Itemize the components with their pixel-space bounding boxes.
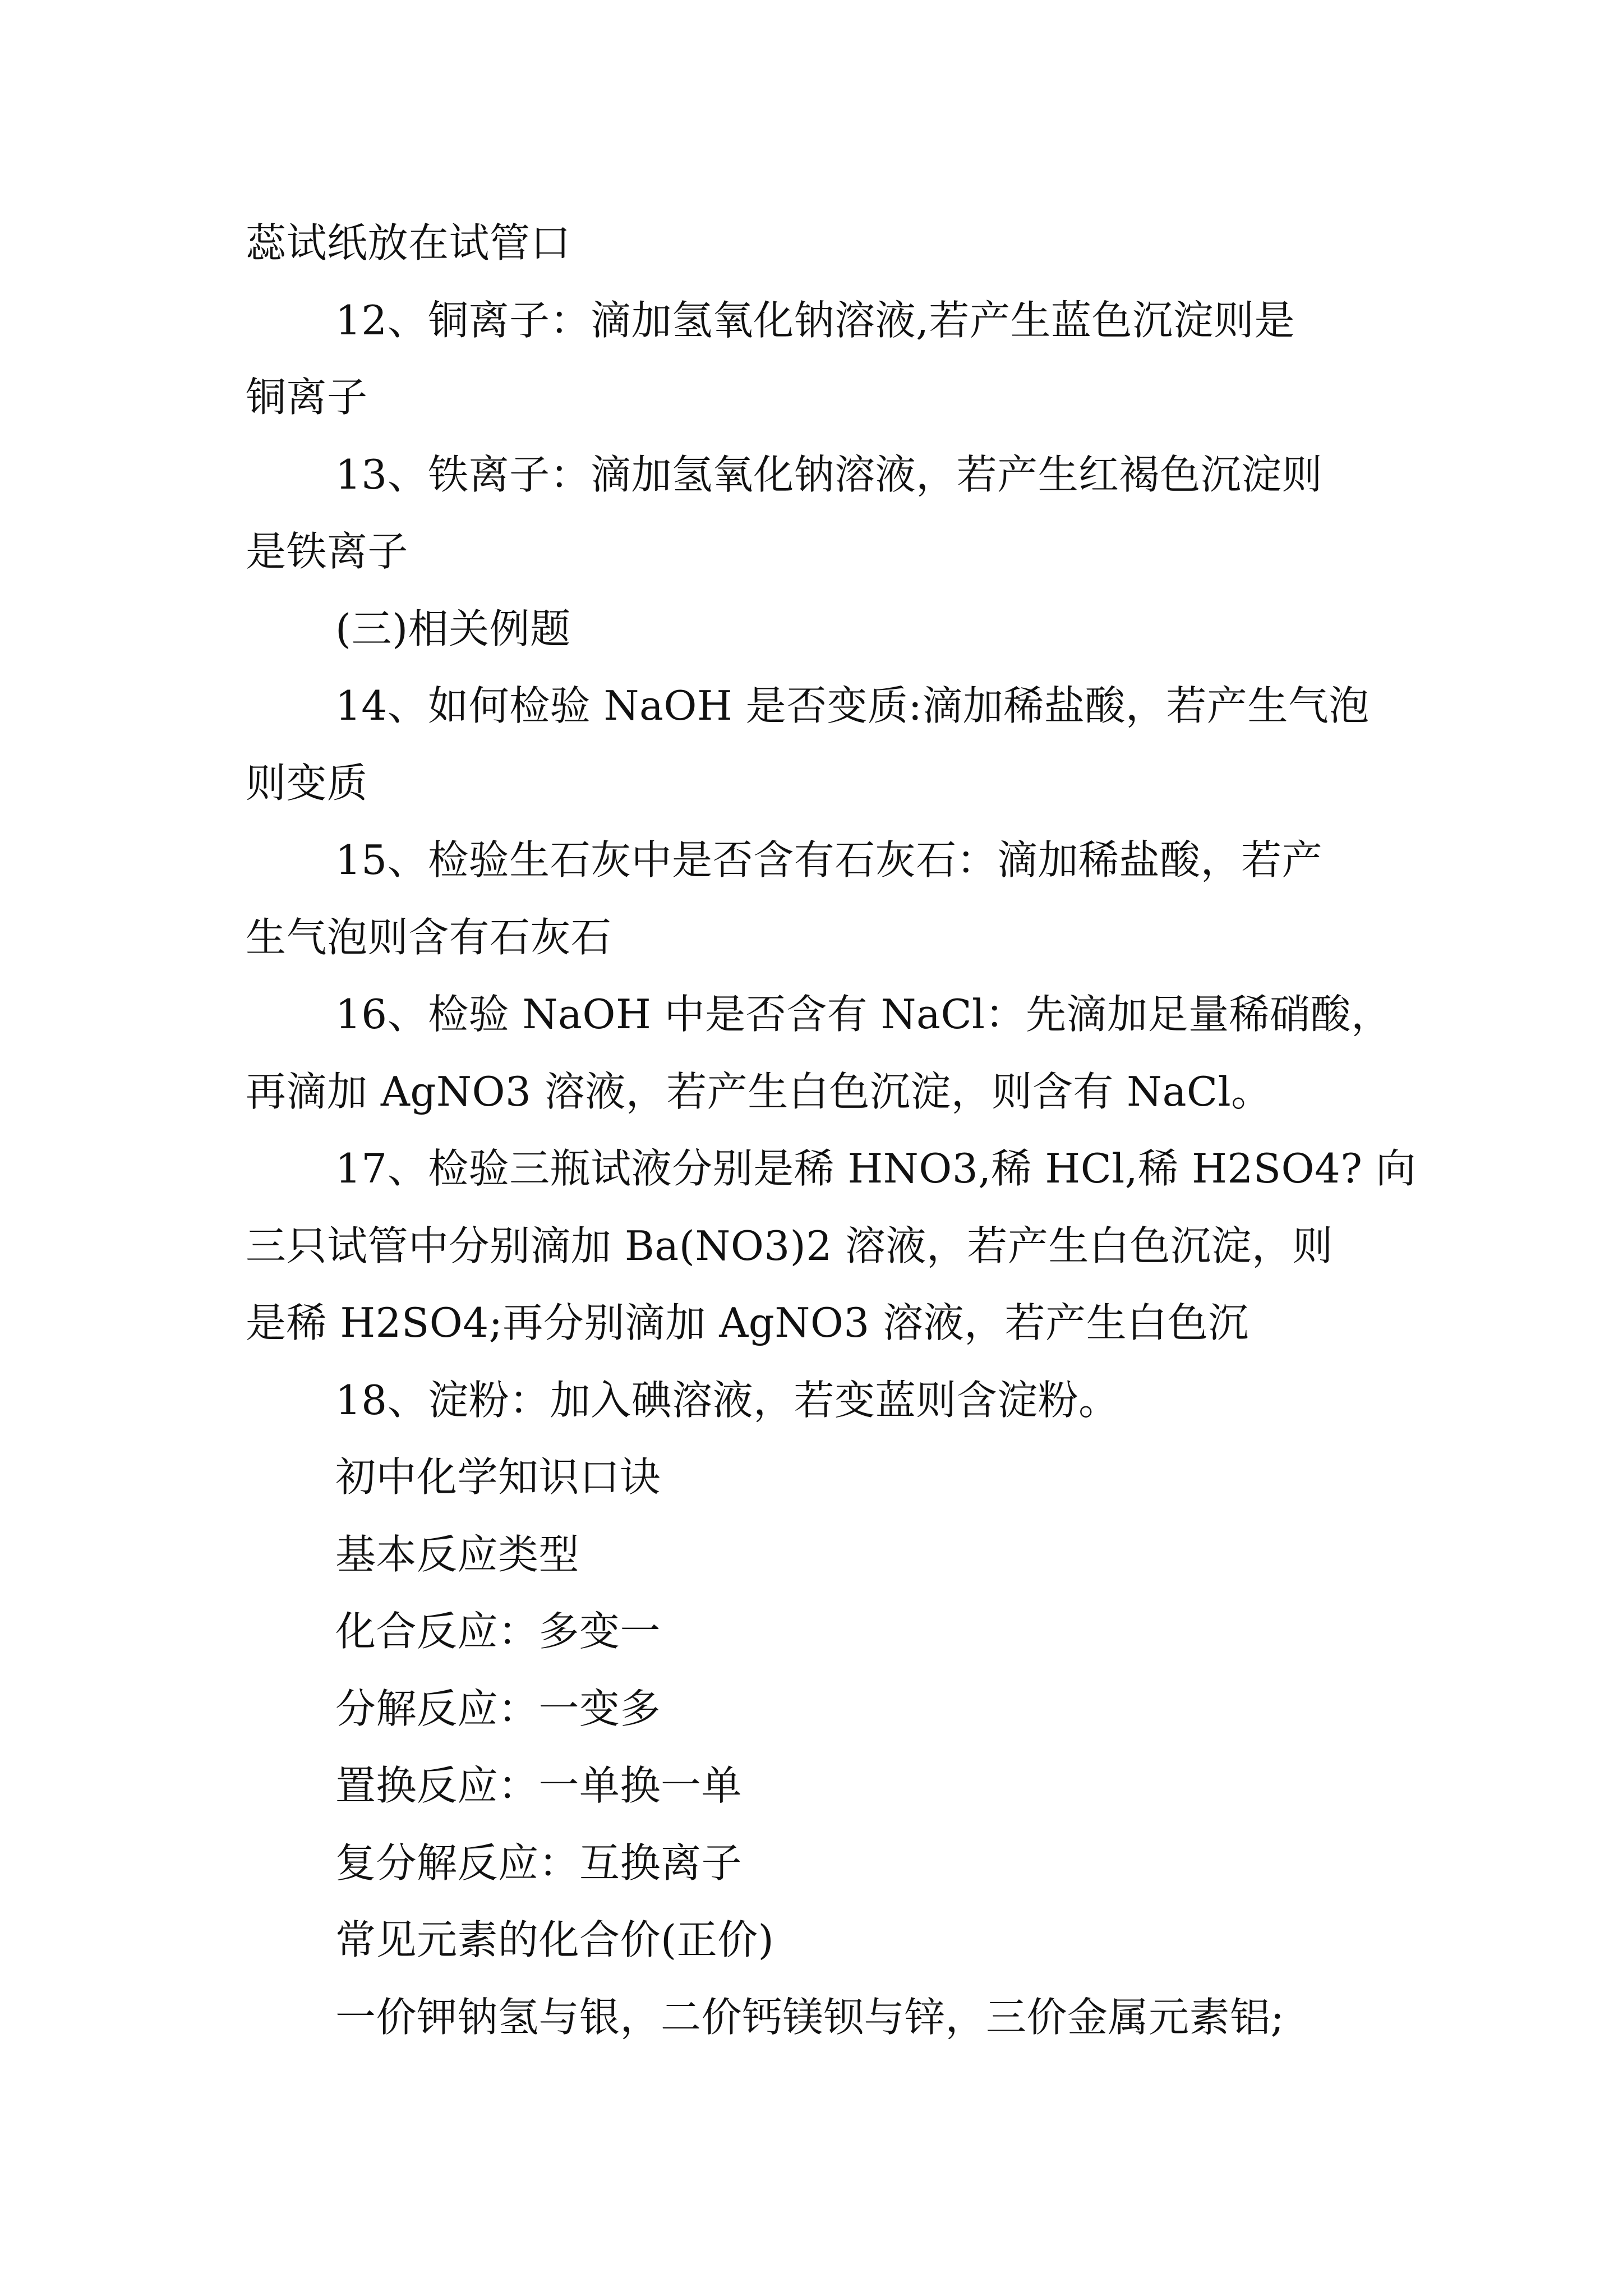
text-line: 一价钾钠氢与银，二价钙镁钡与锌，三价金属元素铝; [335,1993,1285,2041]
text-line: 14、如何检验 NaOH 是否变质:滴加稀盐酸，若产生气泡 [335,682,1370,729]
text-line: 三只试管中分别滴加 Ba(NO3)2 溶液，若产生白色沉淀，则 [246,1222,1333,1269]
text-line: 18、淀粉：加入碘溶液，若变蓝则含淀粉。 [335,1376,1119,1424]
text-line: 是稀 H2SO4;再分别滴加 AgNO3 溶液，若产生白色沉 [246,1299,1249,1346]
text-line: 基本反应类型 [335,1530,580,1578]
text-line: 分解反应：一变多 [335,1685,661,1732]
text-line: 蕊试纸放在试管口 [246,219,571,266]
section-heading: 初中化学知识口诀 [335,1453,661,1501]
text-line: 铜离子 [246,374,368,421]
text-line: 则变质 [246,759,368,807]
text-line: 再滴加 AgNO3 溶液，若产生白色沉淀，则含有 NaCl。 [246,1068,1272,1115]
section-heading: (三)相关例题 [335,605,571,652]
text-line: 置换反应：一单换一单 [335,1762,743,1809]
text-line: 化合反应：多变一 [335,1608,661,1655]
text-line: 复分解反应：互换离子 [335,1839,743,1887]
text-line: 是铁离子 [246,528,409,575]
text-line: 生气泡则含有石灰石 [246,913,612,961]
text-line: 12、铜离子：滴加氢氧化钠溶液,若产生蓝色沉淀则是 [335,296,1295,344]
text-line: 16、检验 NaOH 中是否含有 NaCl：先滴加足量稀硝酸， [335,991,1392,1038]
text-line: 15、检验生石灰中是否含有石灰石：滴加稀盐酸，若产 [335,836,1323,884]
text-line: 常见元素的化合价(正价) [335,1916,774,1963]
text-line: 17、检验三瓶试液分别是稀 HNO3,稀 HCl,稀 H2SO4? 向 [335,1145,1417,1192]
text-line: 13、铁离子：滴加氢氧化钠溶液，若产生红褐色沉淀则 [335,450,1323,498]
document-body [246,205,1417,2056]
